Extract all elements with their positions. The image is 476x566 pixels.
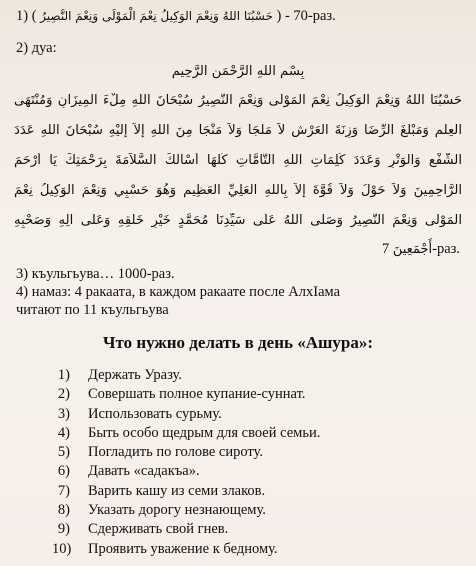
list-item	[52, 541, 320, 560]
item-4-line-1: 4) намаз: 4 ракаата, в каждом ракаате после АлхIама	[16, 284, 341, 300]
list-item-number: 4)	[57, 424, 70, 441]
dua-line-3: الشَّفْعِ وَالْوَتْرِ وَعَدَدَ كَلِمَاتِ اللهِ التَّامَّاتِ كُلِّهَا أَسْأَلُكَ السَّلاَمَةَ بِرَحْمَتِكَ يَا أَرْحَمَ	[14, 153, 462, 168]
list-item-number: 2)	[57, 386, 70, 403]
list-item	[52, 463, 320, 482]
dua-line-2: الْعِلْمِ وَمَبْلَغَ الرِّضَا وَزِنَةَ الْعَرْشِ لاَ مَلْجَأَ وَلاَ مَنْجَا مِنَ اللهِ إِلاَّ إِلَيْهِ سُبْحَانَ اللهِ عَدَدَ	[14, 123, 462, 138]
list-item-text: Указать дорогу незнающему.	[88, 502, 266, 519]
list-item-text: Быть особо щедрым для своей семьи.	[88, 424, 321, 441]
dua-line-4: الرَّاحِمِينَ وَلاَ حَوْلَ وَلاَ قُوَّةَ إِلاَّ بِاللهِ الْعَلِيِّ الْعَظِيمِ وَهُوَ حَسْبِي وَنِعْمَ الْوَكِيلُ نِعْمَ	[14, 183, 462, 198]
section-heading: Что нужно делать в день «Ашура»:	[103, 333, 373, 352]
item-1-arabic: حَسْبُنَا اللهُ وَنِعْمَ الوَكِيلُ نِعْمَ الْمَوْلَى وَنِعْمَ النَّصِيرُ	[40, 9, 273, 23]
item-1-line	[16, 8, 336, 25]
list-item-text: Погладить по голове сироту.	[88, 444, 263, 461]
list-item-text: Совершать полное купание-суннат.	[88, 386, 306, 403]
item-2-label: 2) дуа:	[16, 40, 57, 56]
list-item	[52, 502, 320, 521]
list-item	[52, 444, 320, 463]
list-item-number: 5)	[57, 444, 70, 461]
list-item-number: 9)	[57, 521, 70, 538]
list-item-number: 7)	[57, 482, 70, 499]
list-item-text: Варить кашу из семи злаков.	[88, 482, 266, 499]
list-item	[52, 521, 320, 540]
list-item-text: Проявить уважение к бедному.	[88, 540, 278, 557]
dua-last-arabic: أَجْمَعِينَ	[392, 242, 433, 257]
list-item-number: 3)	[57, 405, 70, 422]
list-item	[52, 425, 320, 444]
list-item	[52, 367, 320, 386]
ashura-list	[52, 367, 320, 560]
list-item-text: Сдерживать свой гнев.	[88, 521, 229, 538]
list-item	[52, 386, 320, 405]
dua-line-5: الْمَوْلَى وَنِعْمَ النَّصِيرُ وَصَلَّى اللهُ عَلَى سَيِّدِنَا مُحَمَّدٍ خَيْرِ خَلْقِهِ وَعَلَى آلِهِ وَصَحْبِهِ	[14, 213, 462, 228]
item-1-suffix: ) - 70-раз.	[276, 8, 336, 24]
list-item-text: Давать «садакъа».	[88, 463, 200, 480]
list-item-number: 1)	[57, 367, 70, 383]
list-item-number: 8)	[57, 502, 70, 519]
list-item-number: 10)	[52, 540, 72, 557]
dua-line-1: حَسْبُنَا اللهُ وَنِعْمَ الوَكِيلُ نِعْمَ الْمَوْلَى وَنِعْمَ النَّصِيرُ سُبْحَانَ اللهِ مِلْءَ الْمِيزَانِ وَمُنْتَهَى	[14, 93, 462, 108]
list-item-text: Держать Уразу.	[88, 367, 182, 383]
dua-last-suffix: 7-раз.	[381, 241, 460, 257]
item-4-line-2: читают по 11 къульгьува	[16, 302, 169, 318]
list-item-number: 6)	[57, 463, 70, 480]
list-item	[52, 406, 320, 425]
dua-last-line	[382, 241, 460, 258]
item-3: 3) къульгьува… 1000-раз.	[16, 266, 175, 282]
list-item-text: Использовать сурьму.	[88, 405, 222, 422]
item-1-prefix: 1) (	[16, 8, 37, 24]
list-item	[52, 483, 320, 502]
bismillah: بِسْمِ اللهِ الرَّحْمَنِ الرَّحِيمِ	[171, 64, 305, 79]
